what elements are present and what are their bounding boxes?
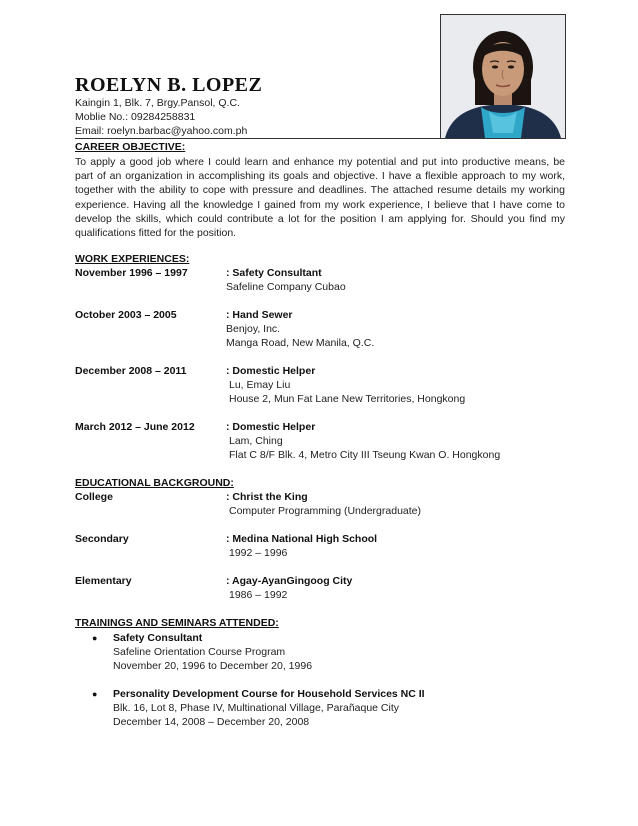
work-detail: Manga Road, New Manila, Q.C. — [226, 337, 375, 349]
work-detail: Safeline Company Cubao — [226, 281, 346, 293]
work-period: October 2003 – 2005 — [75, 309, 177, 321]
training-detail: Blk. 16, Lot 8, Phase IV, Multinational Village, Parañaque City — [113, 702, 400, 714]
education-school: : Christ the King — [226, 491, 308, 503]
bullet-icon: ● — [92, 689, 98, 699]
work-period: March 2012 – June 2012 — [75, 421, 195, 433]
education-level: Elementary — [75, 575, 132, 587]
email-line: Email: roelyn.barbac@yahoo.com.ph — [75, 125, 248, 137]
training-title: Personality Development Course for Household Services NC II — [113, 688, 425, 700]
objective-line: qualifications fitted for the position. — [75, 227, 237, 240]
portrait-illustration — [441, 15, 565, 138]
education-school: : Medina National High School — [226, 533, 378, 545]
career-objective-heading: CAREER OBJECTIVE: — [75, 141, 186, 153]
training-title: Safety Consultant — [113, 632, 203, 644]
work-detail: Lu, Emay Liu — [229, 379, 291, 391]
work-detail: Lam, Ching — [229, 435, 283, 447]
work-role: : Safety Consultant — [226, 267, 322, 279]
bullet-icon: ● — [92, 633, 98, 643]
mobile-line: Moblie No.: 09284258831 — [75, 111, 196, 123]
education-detail: 1986 – 1992 — [229, 589, 288, 601]
work-role: : Hand Sewer — [226, 309, 293, 321]
address-line: Kaingin 1, Blk. 7, Brgy.Pansol, Q.C. — [75, 97, 240, 109]
objective-line: experience. Having all the knowledge I gained from my work experience, I believe that I have come to — [75, 198, 565, 211]
objective-line: together with the ability to cope with pressure and deadlines. The attached resume details my working — [75, 184, 565, 197]
training-detail: December 14, 2008 – December 20, 2008 — [113, 716, 310, 728]
work-period: December 2008 – 2011 — [75, 365, 187, 377]
objective-line: develop the skills, which could contribute a lot for the position I am applying for. Should you find my — [75, 212, 565, 225]
career-objective-text — [75, 155, 565, 240]
applicant-name: ROELYN B. LOPEZ — [75, 74, 263, 96]
training-detail: November 20, 1996 to December 20, 1996 — [113, 660, 313, 672]
objective-line: part of an organization in accomplishing its goals and objective. I have a flexible approach to my work, — [75, 170, 565, 183]
education-detail: Computer Programming (Undergraduate) — [229, 505, 421, 517]
work-detail: Flat C 8/F Blk. 4, Metro City III Tseung Kwan O. Hongkong — [229, 449, 501, 461]
education-school: : Agay-AyanGingoog City — [226, 575, 353, 587]
work-experiences-heading: WORK EXPERIENCES: — [75, 253, 190, 265]
education-level: College — [75, 491, 113, 503]
work-period: November 1996 – 1997 — [75, 267, 188, 279]
applicant-photo — [440, 14, 566, 139]
objective-line: To apply a good job where I could learn and enhance my potential and put into productive means, be — [75, 156, 565, 168]
work-detail: House 2, Mun Fat Lane New Territories, Hongkong — [229, 393, 466, 405]
education-level: Secondary — [75, 533, 129, 545]
education-heading: EDUCATIONAL BACKGROUND: — [75, 477, 234, 489]
work-role: : Domestic Helper — [226, 421, 316, 433]
education-detail: 1992 – 1996 — [229, 547, 288, 559]
work-detail: Benjoy, Inc. — [226, 323, 281, 335]
training-detail: Safeline Orientation Course Program — [113, 646, 286, 658]
trainings-heading: TRAININGS AND SEMINARS ATTENDED: — [75, 617, 279, 629]
work-role: : Domestic Helper — [226, 365, 316, 377]
